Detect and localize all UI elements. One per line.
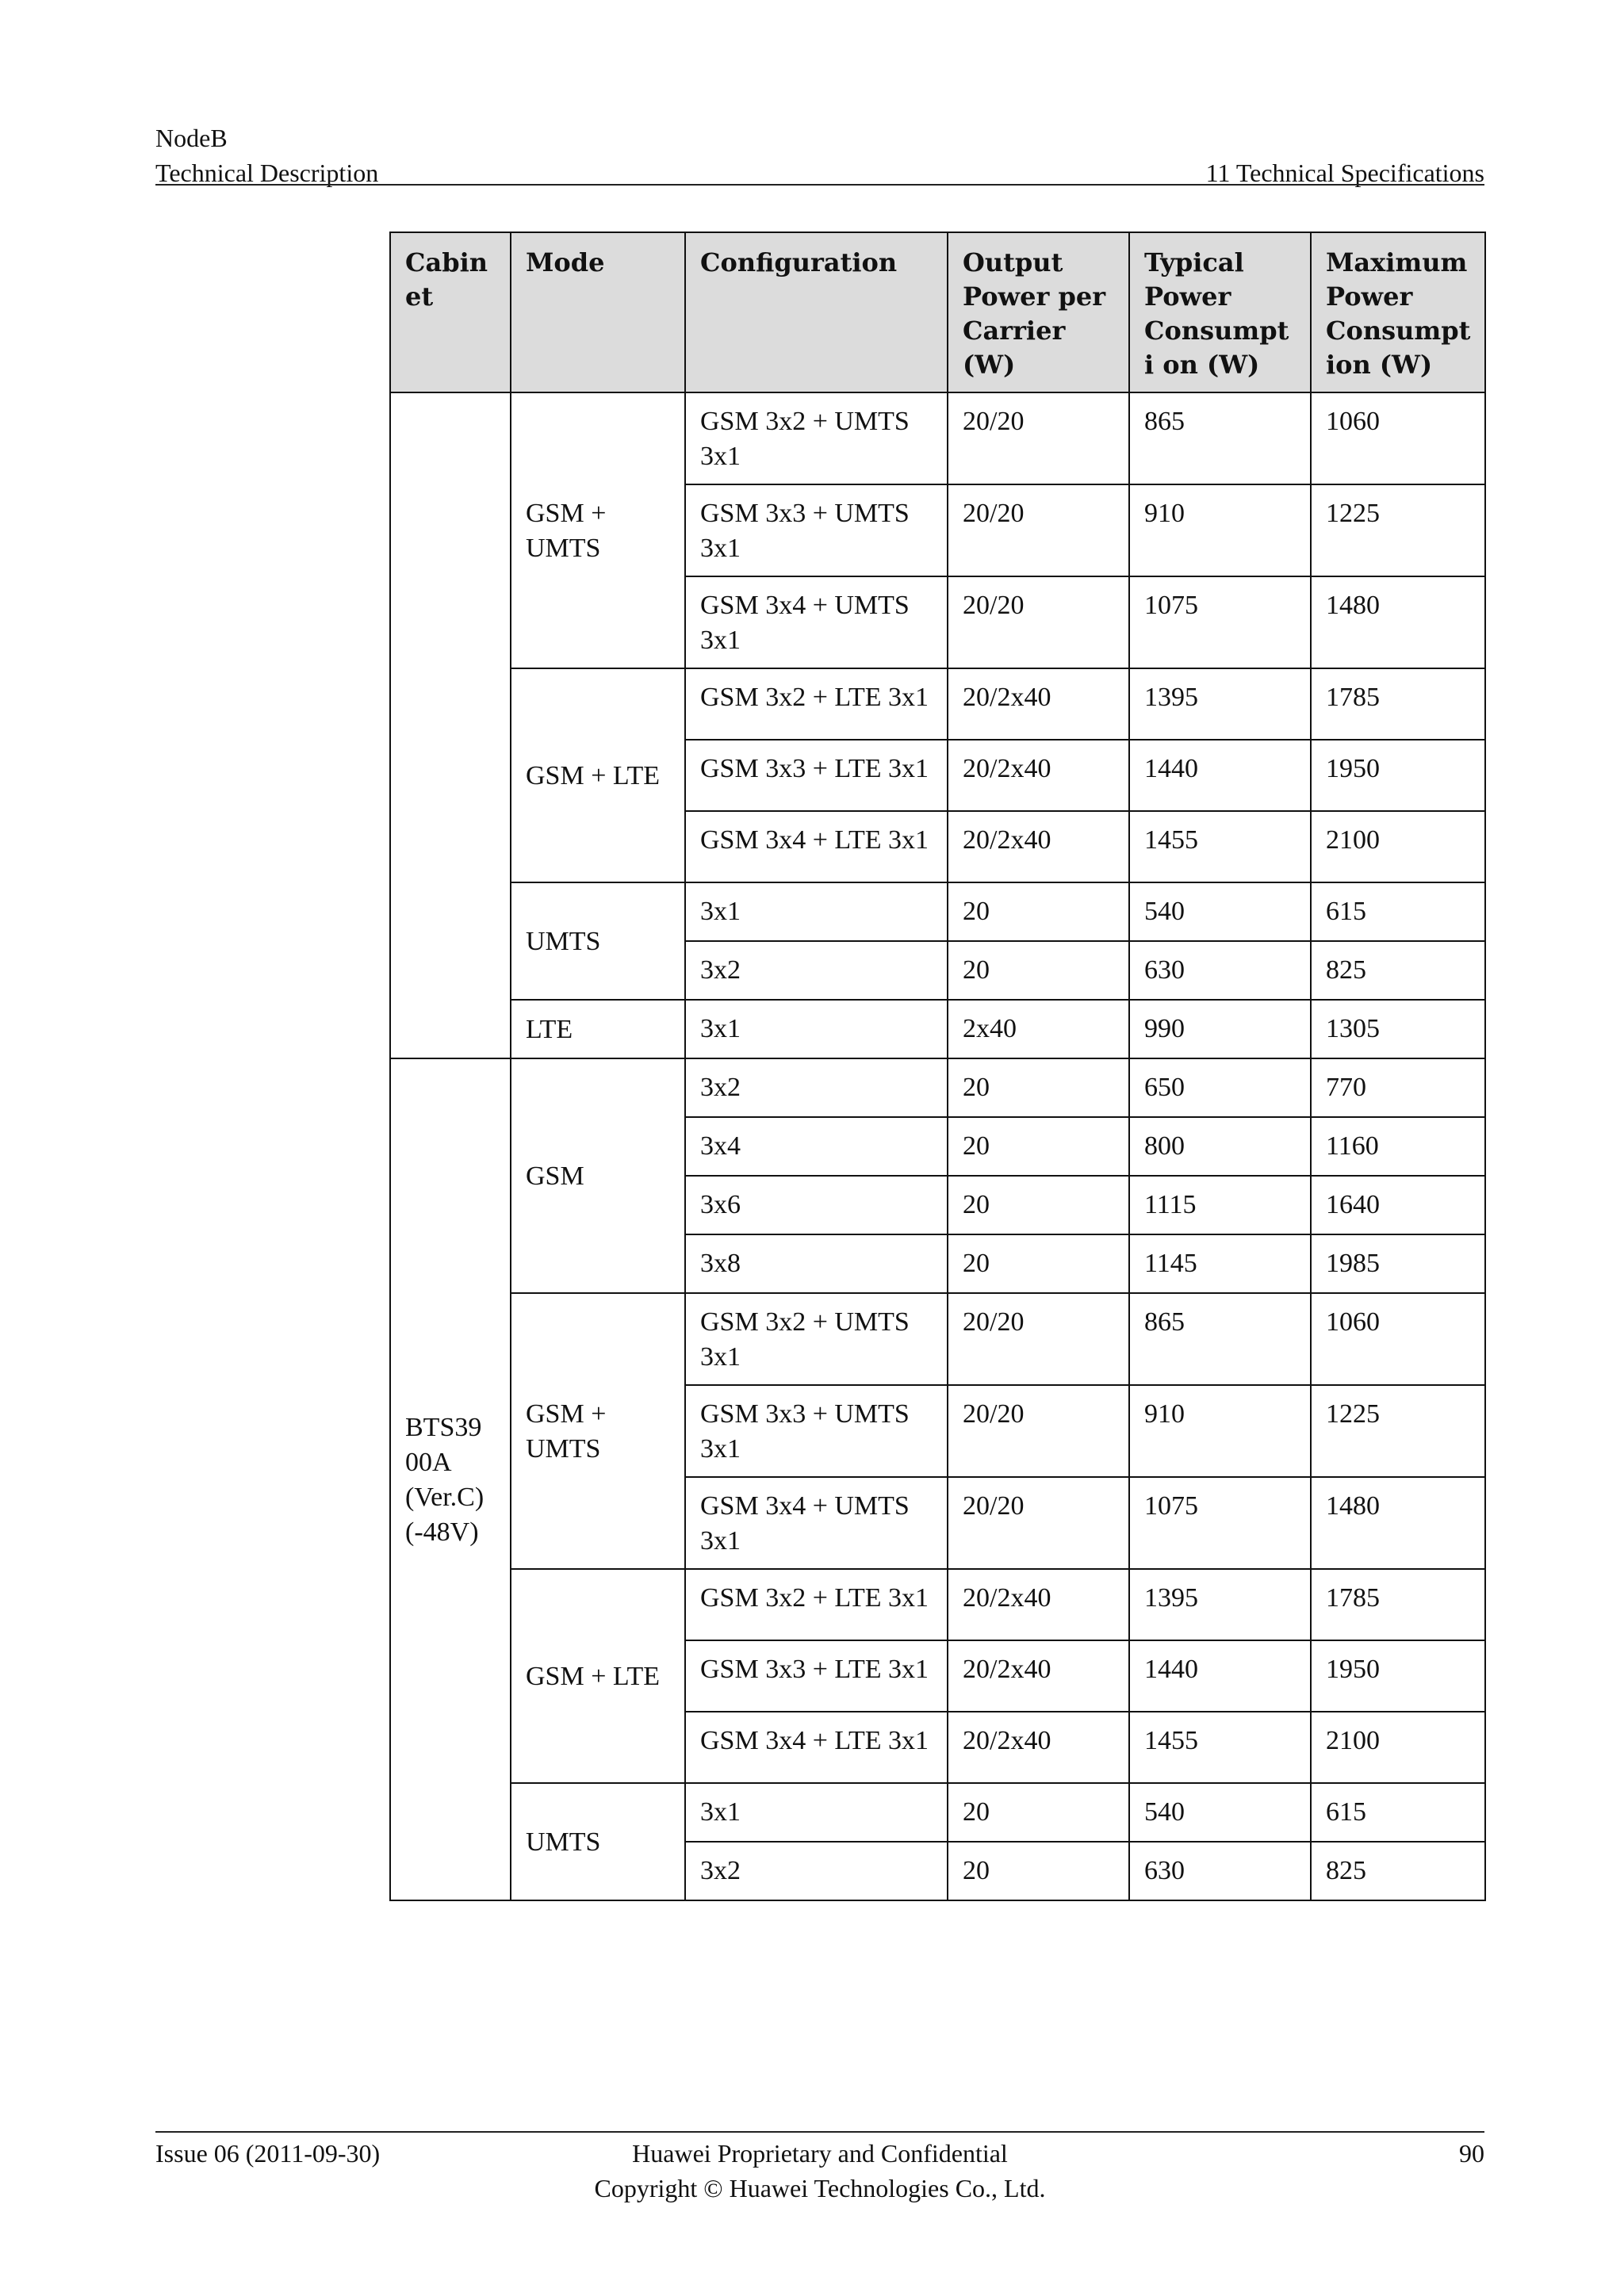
page-header (155, 121, 1484, 190)
cell-configuration: 3x8 (685, 1234, 948, 1293)
cell-typical-power: 800 (1129, 1117, 1311, 1176)
cell-output-power: 20/2x40 (948, 1712, 1129, 1783)
table-row (390, 1000, 1485, 1058)
cell-maximum-power: 1225 (1311, 484, 1485, 576)
cell-typical-power: 630 (1129, 941, 1311, 1000)
cell-maximum-power: 770 (1311, 1058, 1485, 1117)
col-header-mode: Mode (511, 232, 685, 392)
cell-configuration: GSM 3x4 + UMTS 3x1 (685, 1477, 948, 1569)
cell-configuration: GSM 3x3 + LTE 3x1 (685, 1640, 948, 1712)
cell-configuration: GSM 3x4 + UMTS 3x1 (685, 576, 948, 668)
cell-maximum-power: 1785 (1311, 668, 1485, 740)
header-chapter-title: 11 Technical Specifications (1205, 159, 1484, 187)
col-header-cabinet: Cabin et (390, 232, 511, 392)
cell-output-power: 20 (948, 1117, 1129, 1176)
cell-mode: GSM (511, 1058, 685, 1293)
cell-maximum-power: 1985 (1311, 1234, 1485, 1293)
header-divider (155, 184, 1484, 186)
cell-maximum-power: 1305 (1311, 1000, 1485, 1058)
cell-configuration: 3x2 (685, 1058, 948, 1117)
cell-maximum-power: 825 (1311, 941, 1485, 1000)
cell-configuration: 3x1 (685, 1783, 948, 1842)
cell-mode: GSM + LTE (511, 668, 685, 882)
cell-output-power: 20/20 (948, 1293, 1129, 1385)
cell-configuration: GSM 3x4 + LTE 3x1 (685, 811, 948, 882)
cell-output-power: 20 (948, 1234, 1129, 1293)
cell-typical-power: 1440 (1129, 1640, 1311, 1712)
cell-typical-power: 865 (1129, 392, 1311, 484)
header-document-title: Technical Description (155, 159, 379, 187)
cell-configuration: GSM 3x2 + LTE 3x1 (685, 668, 948, 740)
cell-output-power: 20 (948, 941, 1129, 1000)
cell-mode: GSM + UMTS (511, 392, 685, 668)
cell-configuration: 3x1 (685, 882, 948, 941)
cell-configuration: GSM 3x2 + LTE 3x1 (685, 1569, 948, 1640)
cell-maximum-power: 1950 (1311, 1640, 1485, 1712)
cell-cabinet: BTS39 00A (Ver.C) (-48V) (390, 1058, 511, 1900)
cell-output-power: 20 (948, 1842, 1129, 1900)
table-row (390, 882, 1485, 941)
cell-typical-power: 990 (1129, 1000, 1311, 1058)
cell-maximum-power: 1480 (1311, 576, 1485, 668)
cell-configuration: GSM 3x4 + LTE 3x1 (685, 1712, 948, 1783)
cell-typical-power: 650 (1129, 1058, 1311, 1117)
cell-typical-power: 865 (1129, 1293, 1311, 1385)
cell-output-power: 20/2x40 (948, 1640, 1129, 1712)
table-body (390, 392, 1485, 1900)
cell-mode: UMTS (511, 1783, 685, 1900)
cell-typical-power: 1145 (1129, 1234, 1311, 1293)
power-consumption-table (389, 232, 1486, 1901)
table-row (390, 392, 1485, 484)
cell-maximum-power: 1785 (1311, 1569, 1485, 1640)
footer-divider (155, 2131, 1484, 2133)
cell-maximum-power: 1480 (1311, 1477, 1485, 1569)
cell-output-power: 20 (948, 1176, 1129, 1234)
cell-output-power: 20/20 (948, 576, 1129, 668)
cell-typical-power: 1075 (1129, 1477, 1311, 1569)
cell-typical-power: 1455 (1129, 811, 1311, 882)
cell-typical-power: 540 (1129, 882, 1311, 941)
cell-mode: GSM + UMTS (511, 1293, 685, 1569)
cell-configuration: GSM 3x3 + UMTS 3x1 (685, 484, 948, 576)
cell-output-power: 20/2x40 (948, 740, 1129, 811)
cell-output-power: 20 (948, 1783, 1129, 1842)
footer-issue: Issue 06 (2011-09-30) (155, 2139, 381, 2168)
cell-typical-power: 1395 (1129, 668, 1311, 740)
cell-maximum-power: 1060 (1311, 392, 1485, 484)
cell-cabinet (390, 392, 511, 1058)
table-row (390, 668, 1485, 740)
col-header-output-power: Output Power per Carrier (W) (948, 232, 1129, 392)
col-header-configuration: Configuration (685, 232, 948, 392)
cell-mode: UMTS (511, 882, 685, 1000)
cell-configuration: GSM 3x2 + UMTS 3x1 (685, 392, 948, 484)
cell-configuration: GSM 3x2 + UMTS 3x1 (685, 1293, 948, 1385)
cell-maximum-power: 1160 (1311, 1117, 1485, 1176)
cell-output-power: 20/20 (948, 392, 1129, 484)
cell-typical-power: 910 (1129, 484, 1311, 576)
cell-mode: LTE (511, 1000, 685, 1058)
footer-center (155, 2136, 1484, 2206)
cell-output-power: 20/20 (948, 1477, 1129, 1569)
cell-maximum-power: 1060 (1311, 1293, 1485, 1385)
cell-configuration: GSM 3x3 + LTE 3x1 (685, 740, 948, 811)
cell-typical-power: 540 (1129, 1783, 1311, 1842)
cell-typical-power: 630 (1129, 1842, 1311, 1900)
table-row (390, 1783, 1485, 1842)
cell-typical-power: 1115 (1129, 1176, 1311, 1234)
cell-typical-power: 1440 (1129, 740, 1311, 811)
cell-maximum-power: 2100 (1311, 1712, 1485, 1783)
table-row (390, 1058, 1485, 1117)
cell-output-power: 20/20 (948, 1385, 1129, 1477)
cell-output-power: 2x40 (948, 1000, 1129, 1058)
cell-typical-power: 1395 (1129, 1569, 1311, 1640)
cell-typical-power: 910 (1129, 1385, 1311, 1477)
cell-configuration: 3x2 (685, 1842, 948, 1900)
cell-configuration: 3x6 (685, 1176, 948, 1234)
header-product: NodeB (155, 124, 228, 152)
cell-output-power: 20/2x40 (948, 1569, 1129, 1640)
cell-configuration: 3x2 (685, 941, 948, 1000)
cell-maximum-power: 2100 (1311, 811, 1485, 882)
cell-configuration: GSM 3x3 + UMTS 3x1 (685, 1385, 948, 1477)
cell-maximum-power: 1950 (1311, 740, 1485, 811)
cell-maximum-power: 825 (1311, 1842, 1485, 1900)
footer-copyright: Copyright © Huawei Technologies Co., Ltd. (594, 2174, 1046, 2202)
cell-output-power: 20/2x40 (948, 811, 1129, 882)
col-header-typical-power: Typical Power Consumpti on (W) (1129, 232, 1311, 392)
table-header-row (390, 232, 1485, 392)
cell-typical-power: 1075 (1129, 576, 1311, 668)
cell-maximum-power: 615 (1311, 1783, 1485, 1842)
cell-configuration: 3x4 (685, 1117, 948, 1176)
cell-output-power: 20 (948, 882, 1129, 941)
cell-mode: GSM + LTE (511, 1569, 685, 1783)
table-row (390, 1293, 1485, 1385)
footer-confidential: Huawei Proprietary and Confidential (632, 2139, 1008, 2168)
cell-typical-power: 1455 (1129, 1712, 1311, 1783)
cell-configuration: 3x1 (685, 1000, 948, 1058)
cell-output-power: 20 (948, 1058, 1129, 1117)
col-header-maximum-power: Maximum Power Consumpt ion (W) (1311, 232, 1485, 392)
cell-maximum-power: 615 (1311, 882, 1485, 941)
footer-page-number: 90 (1459, 2139, 1484, 2168)
cell-output-power: 20/20 (948, 484, 1129, 576)
cell-maximum-power: 1225 (1311, 1385, 1485, 1477)
cell-maximum-power: 1640 (1311, 1176, 1485, 1234)
table-row (390, 1569, 1485, 1640)
cell-output-power: 20/2x40 (948, 668, 1129, 740)
